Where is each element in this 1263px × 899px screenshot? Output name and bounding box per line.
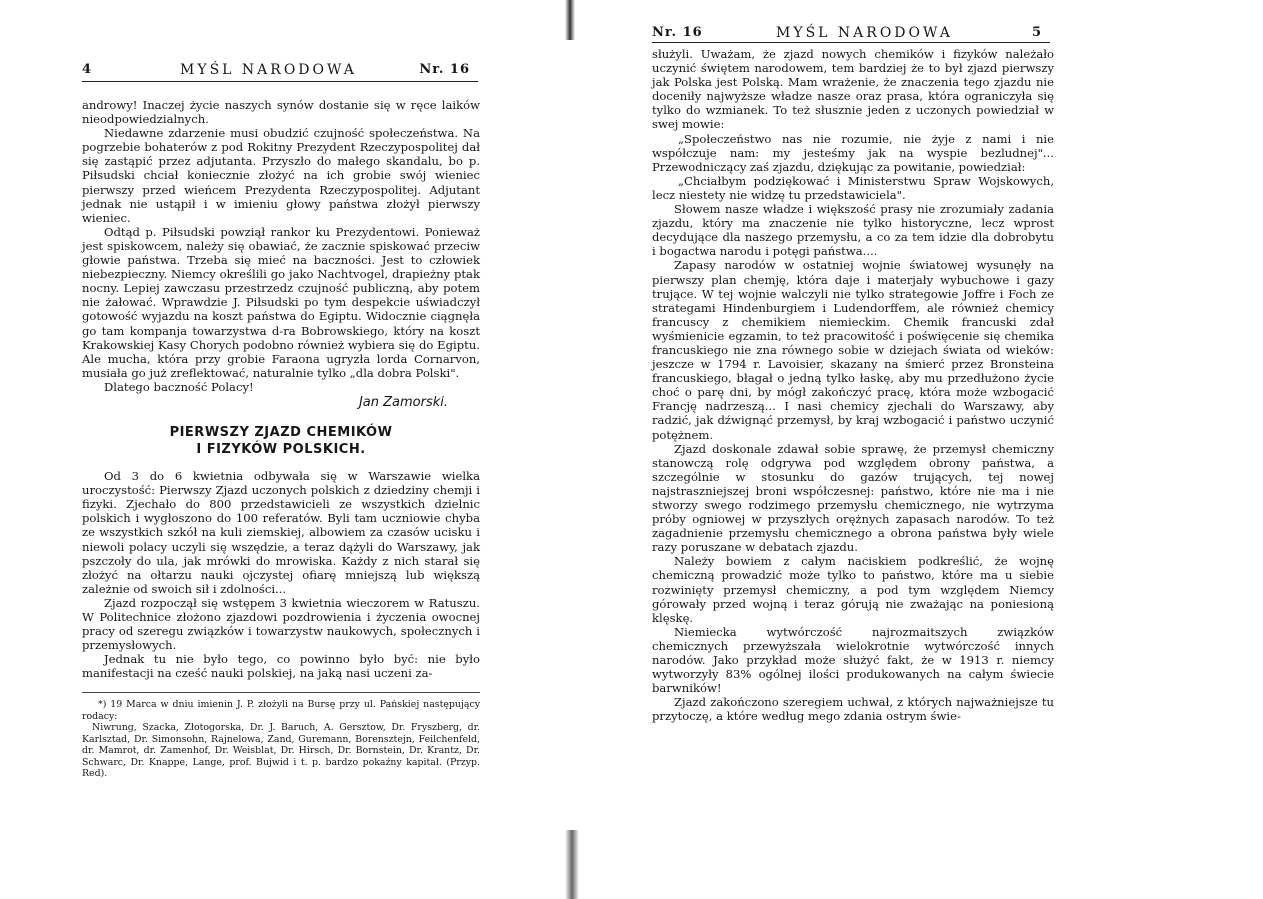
paragraph: Od 3 do 6 kwietnia odbywała się w Warszawie wielka uroczystość: Pierwszy Zjazd uczonych polskich z dziedziny chemji i fizyki. Zjechało do 800 przedstawicieli ze wszystkich dzielnic polskich i wygłoszono do 100 referatów. Byli tam uczniowie chyba ze wszystkich szkół na kuli ziemskiej, albowiem za czasów ucisku i niewoli polacy uczyli się wszędzie, a teraz dążyli do Warszawy, jak pszczoły do ula, jak mrówki do mrowiska. Każdy z nich starał się złożyć na ołtarzu nauki ojczystej ofiarę mniejszą lub większą zależnie od swoich sił i zdolności... [82, 469, 480, 596]
paragraph: Należy bowiem z całym naciskiem podkreślić, że wojnę chemiczną prowadzić może tylko to państwo, które ma u siebie rozwinięty przemysł chemiczny, a pod tym względem Niemcy górowały przed wojną i teraz górują nie zważając na poniesioną klęskę. [652, 554, 1054, 625]
book-gutter-shadow [565, 0, 575, 40]
page-number: 4 [82, 62, 93, 77]
paragraph: Zjazd rozpoczął się wstępem 3 kwietnia wieczorem w Ratuszu. W Politechnice złożono zjazdowi pozdrowienia i życzenia owocnej pracy od szeregu związków i towarzystw naukowych, społecznych i przemysłowych. [82, 595, 480, 653]
page-header [82, 59, 478, 82]
journal-title: MYŚL NARODOWA [776, 25, 953, 41]
right-page [620, 0, 1263, 899]
book-gutter-shadow [565, 830, 579, 899]
paragraph: Niemiecka wytwórczość najrozmaitszych związków chemicznych przewyższała wielokrotnie wytwórczość innych narodów. Jako przykład może służyć fakt, że w 1913 r. niemcy wytworzyły 83% ogólnej ilości produkowanych na całym świecie barwników! [652, 624, 1054, 696]
footnote-text: Niwrung, Szacka, Złotogorska, Dr. J. Baruch, A. Gersztow, Dr. Fryszberg, dr. Karlsztad, Dr. Simonsohn, Rajnelowa, Zand, Guremann, Borensztejn, Feilchenfeld, dr. Mamrot, dr. Zamenhof, Dr. Weisblat, Dr. Hirsch, Dr. Bornstein, Dr. Krantz, Dr. Schwarc, Dr. Knappe, Lange, prof. Bujwid i t. p. bardzo pokaźny kapitał. (Przyp. Red). [82, 722, 480, 779]
journal-title: MYŚL NARODOWA [180, 62, 357, 78]
paragraph: Niedawne zdarzenie musi obudzić czujność społeczeństwa. Na pogrzebie bohaterów z pod Rokitny Prezydent Rzeczypospolitej dał się zastąpić przez adjutanta. Przyszło do małego skandalu, bo p. Piłsudski chciał koniecznie złożyć na ich grobie swój wieniec pierwszy przed wieńcem Prezydenta Rzeczypospolitej. Adjutant jednak nie ustąpił i w imieniu głowy państwa złożył pierwszy wieniec. [82, 126, 480, 225]
footnote [82, 692, 480, 779]
author-signature: Jan Zamorski. [358, 394, 448, 410]
quote-paragraph: „Chciałbym podziękować i Ministerstwu Spraw Wojskowych, lecz niestety nie widzę tu przedstawiciela". [652, 173, 1054, 202]
page-number: 5 [1031, 25, 1042, 40]
paragraph: służyli. Uważam, że zjazd nowych chemików i fizyków należało uczynić świętem narodowem, tem bardziej że to był zjazd pierwszy jak Polska jest Polską. Mam wrażenie, że znaczenia tego zjazdu nie doceniły najwyższe władze nasze oraz prasa, która ograniczyła się tylko do wzmianek. To też słusznie jeden z uczonych powiedział w swej mowie: [652, 47, 1054, 132]
paragraph: Jednak tu nie było tego, co powinno było być: nie było manifestacji na cześć nauki polskiej, na jaką nasi uczeni za- [82, 652, 480, 681]
paragraph: Zapasy narodów w ostatniej wojnie światowej wysunęły na pierwszy plan chemję, która daje i materjały wybuchowe i gazy trujące. W tej wojnie walczyli nie tylko strategowie Joffre i Foch ze strategami Hindenburgiem i Ludendorffem, ale również chemicy francuscy z chemikiem niemieckim. Chemik francuski zdał wyśmienicie egzamin, to też pracowitość i poświęcenie się chemika francuskiego nie zna równego sobie w dziejach świata od wieków: jeszcze w 1794 r. Lavoisier, skazany na śmierć przez Bronsteina francuskiego, błagał o jedną tylko łaskę, aby mu przedłużono życie choć o parę dni, by mógł zakończyć pracę, która może wzbogacić Francję nadrzeszą... I nasi chemicy zjechali do Warszawy, aby radzić, jak dźwignąć przemysł, by kraj wzbogacić i państwo uczynić potężnem. [652, 258, 1054, 442]
text-column [82, 98, 480, 779]
paragraph: androwy! Inaczej życie naszych synów dostanie się w ręce laików nieodpowiedzialnych. [82, 98, 480, 127]
article-title [82, 424, 480, 458]
paragraph: Słowem nasze władze i większość prasy nie zrozumiały zadania zjazdu, który ma znaczenie nie tylko historyczne, lecz wprost decydujące dla naszego przemysłu, a co za tem idzie dla dobrobytu i bogactwa narodu i potęgi państwa.... [652, 202, 1054, 259]
article-title-line: I FIZYKÓW POLSKICH. [196, 442, 366, 458]
text-column [652, 47, 1054, 724]
paragraph: Zjazd doskonale zdawał sobie sprawę, że przemysł chemiczny stanowczą rolę odgrywa pod względem obrony państwa, a szczególnie w stosunku do gazów trujących, tej nowej najstraszniejszej broni współczesnej: państwo, które nie ma i nie stworzy swego rodzimego przemysłu chemicznego, nie wytrzyma próby ogniowej w przyszłych orężnych zapasach narodów. To też zagadnienie przemysłu chemicznego a obrona państwa były wiele razy poruszane w debatach zjazdu. [652, 441, 1054, 555]
footnote-text: *) 19 Marca w dniu imienin J. P. złożyli na Bursę przy ul. Pańskiej następujący rodacy: [82, 699, 480, 722]
paragraph: Zjazd zakończono szeregiem uchwał, z których najważniejsze tu przytoczę, a które według mego zdania ostrym świe- [652, 695, 1054, 724]
paragraph: Dlatego baczność Polacy! [104, 379, 254, 394]
article-title-line: PIERWSZY ZJAZD CHEMIKÓW [169, 425, 393, 441]
paragraph: Odtąd p. Piłsudski powziął rankor ku Prezydentowi. Ponieważ jest spiskowcem, należy się obawiać, że zacznie spiskować przeciw głowie państwa. Trzeba się mieć na baczności. Jest to człowiek niebezpieczny. Niemcy określili go jako Nachtvogel, drapieżny ptak nocny. Lepiej zawczasu przestrzedz czujność publiczną, aby potem nie żałować. Wprawdzie J. Piłsudski po tym despekcie uświadczył gotowość wyjazdu na koszt państwa do Egiptu. Widocznie ciągnęła go tam kompanja towarzystwa d-ra Bobrowskiego, który na koszt Krakowskiej Kasy Chorych podobno również wybiera się do Egiptu. Ale mucha, która przy grobie Faraona ugryzła lorda Cornarvon, musiała go już zreflektować, naturalnie tylko „dla dobra Polski". [82, 224, 480, 380]
issue-number: Nr. 16 [419, 62, 470, 77]
quote-paragraph: „Społeczeństwo nas nie rozumie, nie żyje z nami i nie współczuje nam: my jesteśmy jak na wyspie bezludnej"... Przewodniczący zaś zjazdu, dziękując za powitanie, powiedział: [652, 131, 1054, 174]
page-header [652, 22, 1050, 43]
left-page [0, 0, 610, 899]
issue-number: Nr. 16 [652, 25, 703, 40]
